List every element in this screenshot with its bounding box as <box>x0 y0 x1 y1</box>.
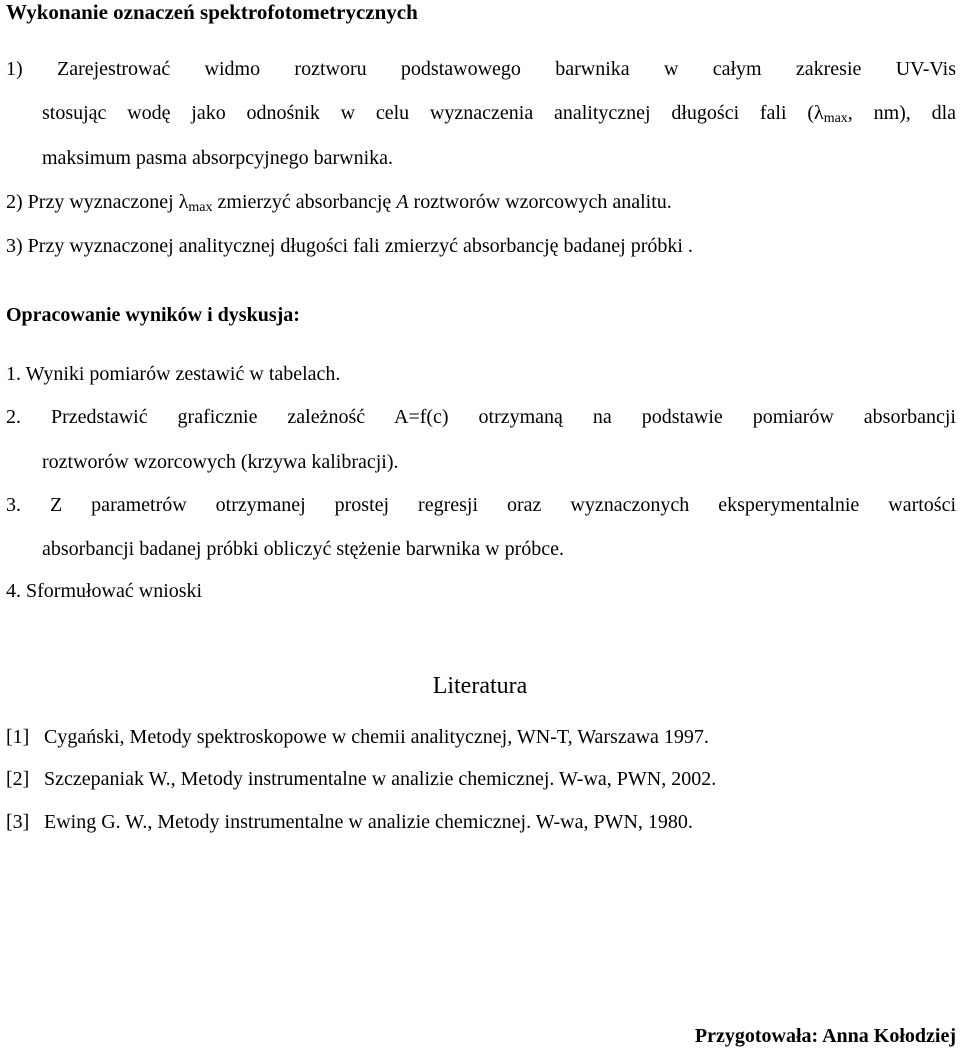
step-1-line-1: 1) Zarejestrować widmo roztworu podstawowego barwnika w całym zakresie UV-Vis <box>6 58 956 80</box>
section-heading: Wykonanie oznaczeń spektrofotometrycznych <box>6 0 418 24</box>
reference-1-tag: [1] <box>6 726 30 748</box>
result-item-4: 4. Sformułować wnioski <box>6 580 203 602</box>
result-item-2-line-1: 2. Przedstawić graficznie zależność A=f(c) otrzymaną na podstawie pomiarów absorbancji <box>6 406 956 428</box>
reference-2-tag: [2] <box>6 768 30 790</box>
literature-title: Literatura <box>432 673 528 699</box>
step-2 <box>6 190 672 220</box>
reference-3-tag: [3] <box>6 811 30 833</box>
absorbance-symbol: A <box>396 191 409 213</box>
reference-3-text: Ewing G. W., Metody instrumentalne w analizie chemicznej. W-wa, PWN, 1980. <box>44 811 693 833</box>
prepared-by: Przygotowała: Anna Kołodziej <box>694 1025 956 1047</box>
lambda-max-subscript: max <box>823 111 848 126</box>
reference-1 <box>6 725 709 749</box>
step-2-text-a: 2) Przy wyznaczonej λ <box>6 191 189 213</box>
result-item-2-line-2: roztworów wzorcowych (krzywa kalibracji). <box>42 451 399 473</box>
result-item-3-line-2: absorbancji badanej próbki obliczyć stężenie barwnika w próbce. <box>42 538 565 560</box>
step-1-line-2-text-a: stosując wodę jako odnośnik w celu wyznaczenia analitycznej długości fali (λ <box>42 102 824 124</box>
result-item-1: 1. Wyniki pomiarów zestawić w tabelach. <box>6 363 341 385</box>
step-1-line-2 <box>42 101 956 131</box>
lambda-max-subscript: max <box>188 200 213 215</box>
step-3: 3) Przy wyznaczonej analitycznej długości fali zmierzyć absorbancję badanej próbki . <box>6 235 693 257</box>
reference-1-text: Cygański, Metody spektroskopowe w chemii analitycznej, WN-T, Warszawa 1997. <box>44 726 709 748</box>
reference-3 <box>6 810 693 834</box>
reference-2 <box>6 767 716 791</box>
step-1-line-2-text-b: , nm), dla <box>847 102 956 124</box>
results-heading: Opracowanie wyników i dyskusja: <box>6 304 300 326</box>
result-item-3-line-1: 3. Z parametrów otrzymanej prostej regresji oraz wyznaczonych eksperymentalnie wartości <box>6 494 956 516</box>
step-2-text-c: roztworów wzorcowych analitu. <box>408 191 672 213</box>
reference-2-text: Szczepaniak W., Metody instrumentalne w analizie chemicznej. W-wa, PWN, 2002. <box>44 768 717 790</box>
step-1-line-3: maksimum pasma absorpcyjnego barwnika. <box>42 147 394 169</box>
step-2-text-b: zmierzyć absorbancję <box>212 191 397 213</box>
